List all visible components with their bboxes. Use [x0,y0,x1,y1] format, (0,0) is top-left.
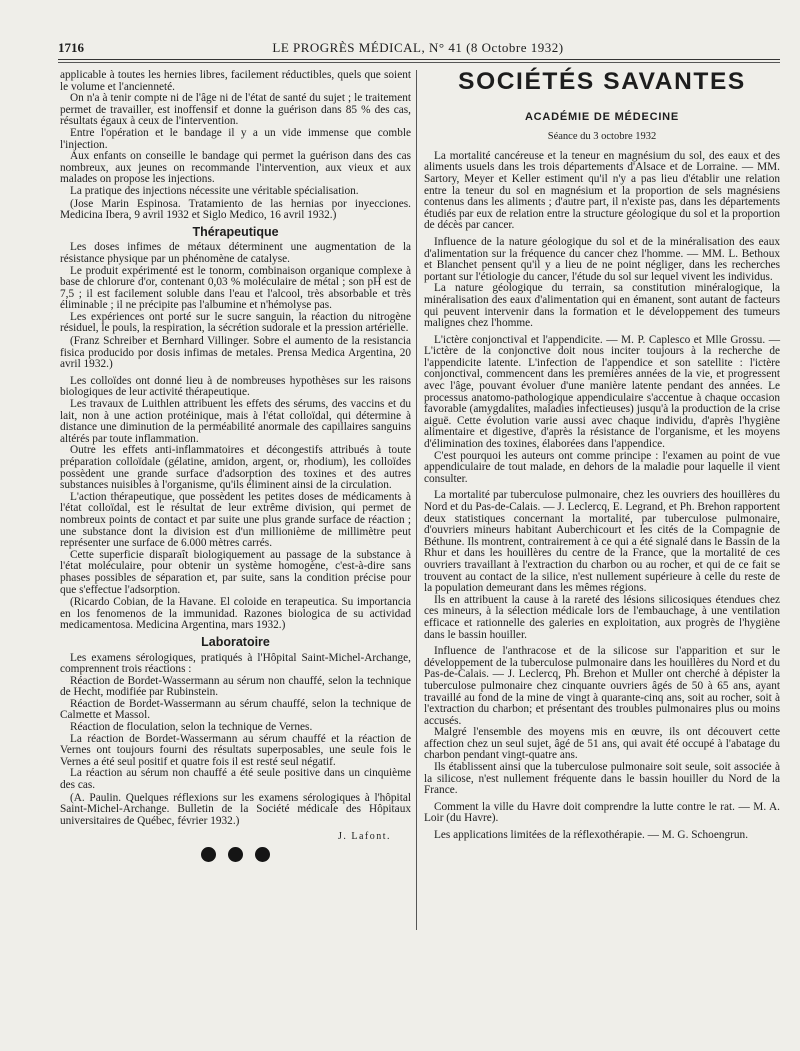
paragraph: Entre l'opération et le bandage il y a un vide immense que comble l'injection. [60,126,411,151]
communication: Influence de la nature géologique du sol et de la minéralisation des eaux d'alimentation sur la fréquence du cancer chez l'homme. — MM. L. Bethoux et Blanchet pensent qu'il y a lieu de ne point négliger, dans les recherches portant sur l'étiologie du cancer, l'étude du sol sur lequel vivent les individus. [424,235,780,283]
communication: Les applications limitées de la réflexothérapie. — M. G. Schoengrun. [434,829,749,842]
paragraph: L'action thérapeutique, que possèdent les petites doses de médicaments à l'état colloïdal, est le résultat de leur extrême division, qui permet de nombreux points de contact et par suite une plus grande surface de réaction ; une substance dont la division est d'un millionième de millimètre peut représenter une surface de 6.000 mètres carrés. [60,490,411,550]
paragraph: Les colloïdes ont donné lieu à de nombreuses hypothèses sur les raisons biologiques de leur activité thérapeutique. [60,374,411,399]
paragraph: Aux enfants on conseille le bandage qui permet la guérison dans des cas nombreux, aux jeunes on recommande l'intervention, aux vieux et aux malades on propose les injections. [60,150,411,186]
paragraph: La nature géologique du terrain, sa constitution minéralogique, la minéralisation des eaux d'alimentation qui en émanent, sont autant de facteurs qui peuvent intervenir dans la formation et le développement des tumeurs malignes chez l'homme. [424,282,780,330]
ornament-dots [60,847,411,867]
section-banner: SOCIÉTÉS SAVANTES [458,68,746,95]
journal-title: LE PROGRÈS MÉDICAL, N° 41 (8 Octobre 1932) [272,40,564,55]
communication: La mortalité par tuberculose pulmonaire, chez les ouvriers des houillères du Nord et du Pas-de-Calais. — J. Leclercq, E. Legrand, et Ph. Brehon rapportent deux statistiques concernant la mortalité, par tuberculose pulmonaire, d'ouvriers mineurs habitant Auberchicourt et les cités de la Compagnie de Béthune. Ils montrent, contrairement à ce qui a été signalé dans le Bassin de la Rhur et dans les houillères du centre de la France, que la mortalité de ces ouvriers travaillant à l'extraction du charbon ou au rocher, et qui de ce fait se trouvent au contact de la silice, n'est nullement supérieure à celle du reste de la population demeurant dans les mêmes régions. [424,489,780,595]
session-date: Séance du 3 octobre 1932 [547,131,657,143]
paragraph: La réaction au sérum non chauffé a été seule positive dans un cinquième des cas. [60,767,411,792]
paragraph: Les examens sérologiques, pratiqués à l'Hôpital Saint-Michel-Archange, comprennent trois réactions : [60,651,411,676]
reference: (Jose Marin Espinosa. Tratamiento de las hernias por inyecciones. Medicina Ibera, 9 avril 1932 et Siglo Medico, 16 avril 1932.) [60,197,411,222]
paragraph: Le produit expérimenté est le tonorm, combinaison organique complexe à base de chlorure d'or, contenant 0,03 % moléculaire de métal ; son pH est de 7,5 ; il est facilement soluble dans l'eau et l'alcool, très absorbable et très éliminable ; il ne précipite pas l'albumine et n'hémolyse pas. [60,264,411,312]
running-header [58,40,778,58]
paragraph: On n'a à tenir compte ni de l'âge ni de l'état de santé du sujet ; le traitement permet de travailler, est inoffensif et donne la guérison dans 85 % des cas, résultats égaux à ceux de l'intervention. [60,92,411,128]
paragraph: Les travaux de Luithlen attribuent les effets des sérums, des vaccins et du lait, non à une action protéinique, mais à l'état colloïdal, qui détermine à distance une diminution de la perméabilité anormale des capillaires sanguins altérés par toute inflammation. [60,398,411,445]
author-signature: J. Lafont. [337,831,391,843]
paragraph: Les doses infimes de métaux déterminent une augmentation de la résistance physique par un phénomène de catalyse. [60,241,411,265]
reference: (A. Paulin. Quelques réflexions sur les examens sérologiques à l'hôpital Saint-Michel-Archange. Bulletin de la Société médicale des Hôpitaux universitaires de Québec, février 1932.) [60,791,411,827]
reference: (Ricardo Cobian, de la Havane. El coloide en terapeutica. Su importancia en los fenomenos de la immunidad. Razones biologica de su actividad medicamentosa. Medicina Argentina, mars 1932.) [60,596,411,632]
communication: La mortalité cancéreuse et la teneur en magnésium du sol, des eaux et des aliments usuels dans les trois départements d'Alsace et de Lorraine. — MM. Sartory, Meyer et Keller estiment qu'il n'y a pas lieu d'établir une relation entre la teneur du sol en magnésium et la proportion de sels magnésiens contenus dans les aliments ; d'autre part, il n'existe pas, dans les départements étudiés par eux de relation entre la structure géologique du sol et la proportion de décès par cancer. [424,149,780,232]
reference: (Franz Schreiber et Bernhard Villinger. Sobre el aumento de la resistancia fisica producido por dosis infimas de metales. Prensa Medica Argentina, 20 avril 1932.) [60,335,411,371]
paragraph: Les expériences ont porté sur le sucre sanguin, la réaction du nitrogène résiduel, le pouls, la respiration, la sécrétion sudorale et la pression artérielle. [60,310,411,335]
paragraph: Malgré l'ensemble des moyens mis en œuvre, ils ont découvert cette affection chez un seul sujet, âgé de 51 ans, qui avait été occupé à l'abatage du charbon pendant vingt-quatre ans. [424,726,780,762]
paragraph: Réaction de Bordet-Wassermann au sérum non chauffé, selon la technique de Hecht, modifiée par Rubinstein. [60,674,411,699]
paragraph: C'est pourquoi les auteurs ont comme principe : l'examen au point de vue appendiculaire de tout malade, en dehors de la maladie pour laquelle il vient consulter. [424,449,780,485]
right-column [424,68,780,842]
communication: L'ictère conjonctival et l'appendicite. — M. P. Caplesco et Mlle Grossu. — L'ictère de la conjonctive doit nous inciter toujours à la recherche de l'appendicite latente. L'infection de l'appendice et son satellite : l'ictère conjonctival, commencent dans les premières années de la vie, et progressent avec l'âge, pouvant évoluer d'une manière latente pendant des années. Le processus anatomo-pathologique appendiculaire s'accentue à chaque occasion favorable (amygdalites, maladies infectieuses) jusqu'à la production de la crise aiguë. Cette évolution varie aussi avec chaque individu, d'après l'hygiène alimentaire et digestive, d'après la résistance de l'organisme, et les moyens d'élimination des toxines, élaborées dans l'appendice. [424,333,780,451]
header-rule-thin [58,62,780,63]
left-column [60,70,411,867]
academy-heading: ACADÉMIE DE MÉDECINE [524,110,680,123]
paragraph: Ils en attribuent la cause à la rareté des lésions silicosiques étendues chez ces mineurs, à la sélection médicale lors de l'embauchage, à une ventilation efficace et rationnelle des galeries en exploitation, aux progrès de l'hygiène dans le bassin houiller. [424,593,780,641]
paragraph: Cette superficie disparaît biologiquement au passage de la substance à l'état moléculaire, pour obtenir un système homogène, c'est-à-dire sans phases possibles de séparation et, par suite, sans la condition précise pour que s'effectue l'adsorption. [60,548,411,596]
paragraph: Réaction de floculation, selon la technique de Vernes. [70,721,313,734]
paragraph: Outre les effets anti-inflammatoires et décongestifs attribués à toute préparation colloïdale (gélatine, amidon, argent, or, rhodium), les colloïdes possèdent une grande surface d'adsorption des toxines et des autres substances nuisibles à l'organisme, qu'ils éliminent ainsi de la circulation. [60,444,411,492]
communication: Influence de l'anthracose et de la silicose sur l'apparition et sur le développement de la tuberculose pulmonaire dans les houillères du Nord et du Pas-de-Calais. — J. Leclercq, Ph. Brehon et Muller ont cherché à dépister la tuberculose pulmonaire chez cinquante ouvriers âgés de 50 à 65 ans, ayant travaillé au fond de la mine de vingt à quarante-cinq ans, soit au rocher, soit à l'extraction du charbon; et présentant des troubles pulmonaires plus ou moins accusés. [424,645,780,727]
section-heading-laboratoire: Laboratoire [201,634,270,649]
paragraph: Ils établissent ainsi que la tuberculose pulmonaire soit seule, soit associée à la silicose, n'est nullement fréquente dans le bassin houiller du Nord de la France. [424,761,780,797]
communication: Comment la ville du Havre doit comprendre la lutte contre le rat. — M. A. Loir (du Havre). [424,800,780,825]
paragraph: applicable à toutes les hernies libres, facilement réductibles, quels que soient le volume et l'ancienneté. [60,69,411,93]
paragraph: Réaction de Bordet-Wassermann au sérum chauffé, selon la technique de Calmette et Massol. [60,697,411,722]
column-divider [416,70,417,930]
paragraph: La réaction de Bordet-Wassermann au sérum chauffé et la réaction de Vernes ont toujours fourni des résultats superposables, une seule fois le Vernes a été seul positif et quatre fois il est resté seul négatif. [60,732,411,768]
header-rule [58,59,780,60]
paragraph: La pratique des injections nécessite une véritable spécialisation. [70,184,359,197]
section-heading-therapeutique: Thérapeutique [192,224,279,239]
page-number: 1716 [58,40,84,55]
